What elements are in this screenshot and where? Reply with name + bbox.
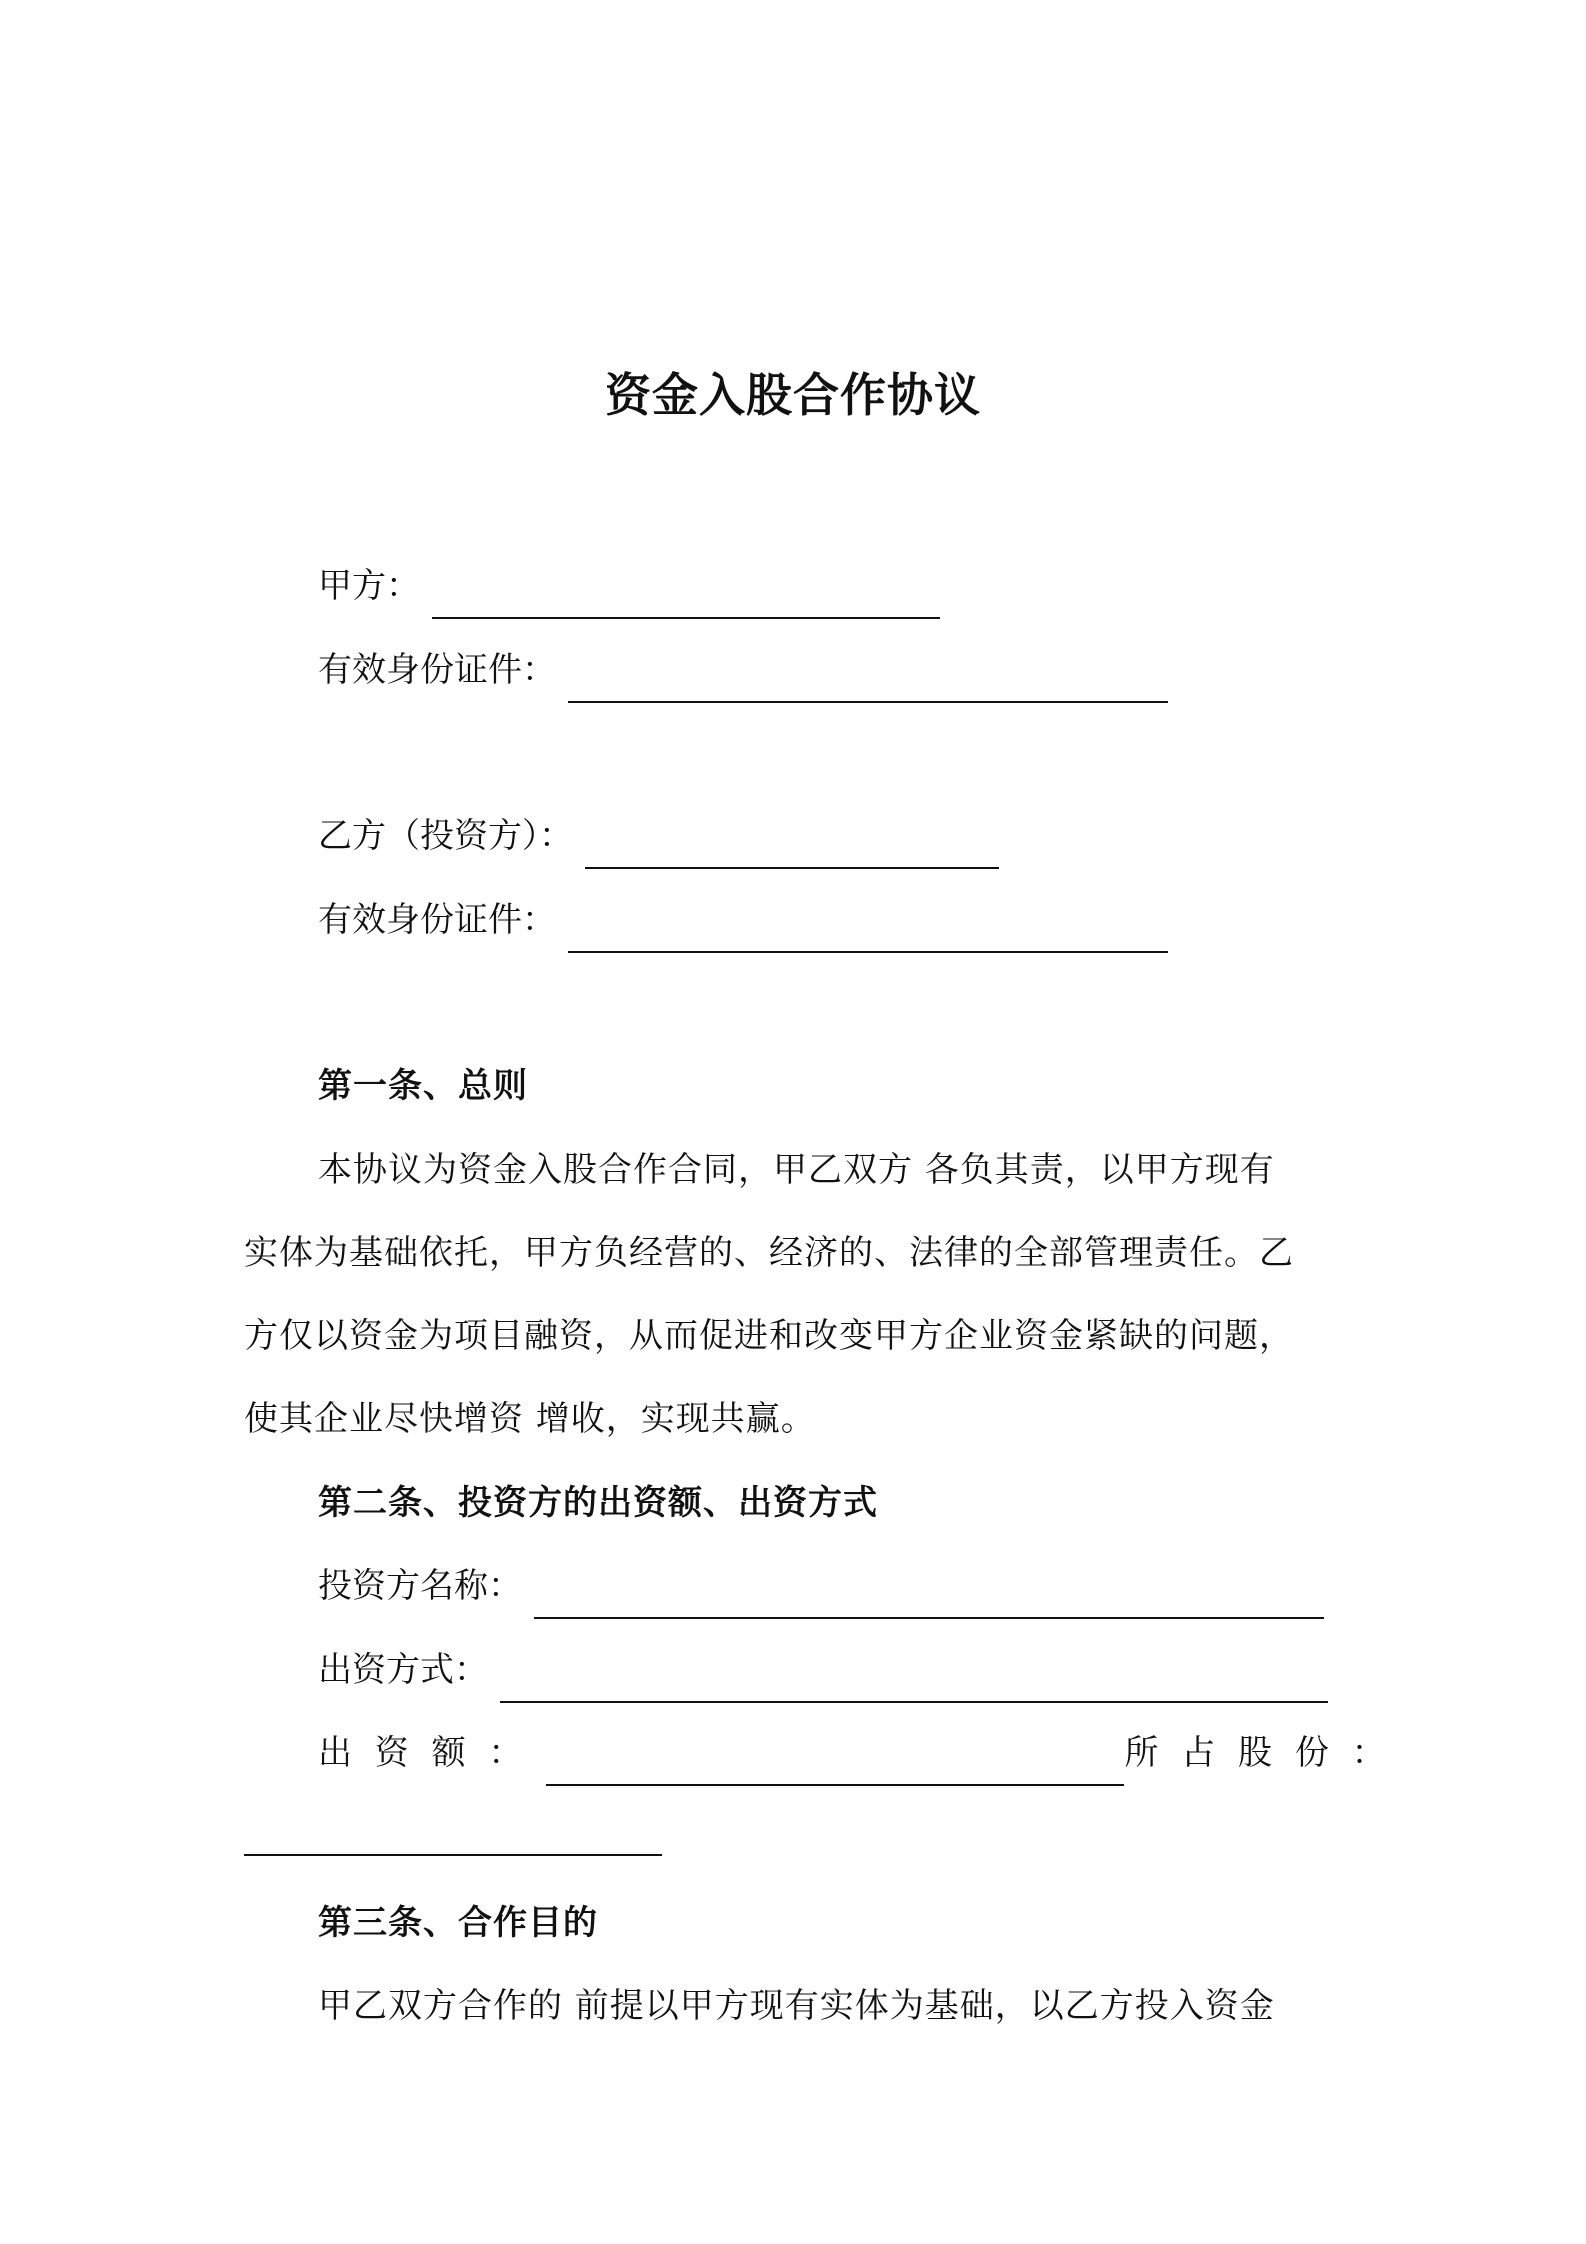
investor-name-label: 投资方名称： [318, 1566, 522, 1606]
investment-amount-field [318, 1733, 1392, 1774]
article-3-line: 甲乙双方合作的 前提以甲方现有实体为基础，以乙方投入资金 [318, 1986, 1275, 2026]
party-b-id-label: 有效身份证件： [318, 900, 556, 940]
investment-method-field [318, 1650, 1328, 1691]
article-1-line: 方仅以资金为项目融资，从而促进和改变甲方企业资金紧缺的问题， [244, 1316, 1294, 1356]
party-a-blank-line[interactable] [432, 615, 940, 619]
investor-name-blank-line[interactable] [534, 1615, 1324, 1619]
party-b-id-field [318, 900, 1168, 941]
investment-method-blank-line[interactable] [500, 1699, 1328, 1703]
share-blank-line[interactable] [244, 1854, 662, 1856]
investment-method-label: 出资方式： [318, 1650, 488, 1690]
article-2-heading: 第二条、投资方的出资额、出资方式 [318, 1483, 878, 1523]
party-b-field [318, 816, 999, 857]
document-title: 资金入股合作协议 [605, 368, 981, 422]
investment-amount-blank-line[interactable] [546, 1782, 1124, 1786]
investment-amount-label: 出 资 额 ： [318, 1733, 529, 1773]
party-b-id-blank-line[interactable] [568, 949, 1168, 953]
article-1-line: 使其企业尽快增资 增收，实现共赢。 [244, 1399, 816, 1439]
article-3-heading: 第三条、合作目的 [318, 1903, 598, 1943]
party-a-id-field [318, 650, 1168, 691]
investor-name-field [318, 1566, 1324, 1607]
share-label: 所 占 股 份 ： [1124, 1733, 1392, 1773]
article-1-line: 本协议为资金入股合作合同，甲乙双方 各负其责，以甲方现有 [318, 1150, 1275, 1190]
article-1-line: 实体为基础依托，甲方负经营的、经济的、法律的全部管理责任。乙 [244, 1233, 1294, 1273]
party-a-field [318, 566, 940, 607]
party-a-id-blank-line[interactable] [568, 699, 1168, 703]
party-b-blank-line[interactable] [585, 865, 999, 869]
party-a-label: 甲方： [318, 566, 420, 606]
party-a-id-label: 有效身份证件： [318, 650, 556, 690]
article-1-heading: 第一条、总则 [318, 1066, 528, 1106]
party-b-label: 乙方（投资方）： [318, 816, 573, 856]
